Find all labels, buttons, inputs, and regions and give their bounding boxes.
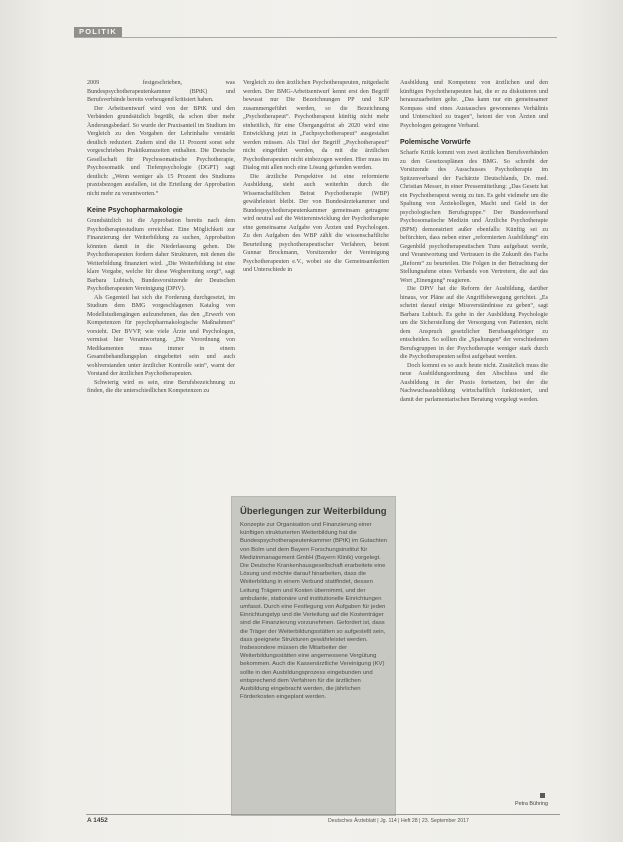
page-number: A 1452 — [87, 817, 108, 824]
col3-paragraph-4: Doch kommt es so auch heute nicht. Zusätzlich muss die neue Ausbildungsordnung den Abschluss und die Ausbildung in der Praxis fortsetzen, bei der die Nachwuchsausbildung wirtschaftlich funktioniert, und damit der parlamentarischen Beratung vorgelegt werden. — [400, 362, 548, 403]
author-byline: Petra Bühring — [515, 801, 548, 807]
col3-paragraph-1: Ausbildung und Kompetenz von ärztlichen und den künftigen Psychotherapeuten hat, die er zu diskutieren und herauszuarbeiten gelte. „Das kann nur ein gemeinsamer Kompass sind eines Austausches gewonnenes Verhältnis und Unterschied zu tragen“, betont der von Ärzten und Psychologen getragene Verband. — [400, 80, 548, 129]
section-rubric: POLITIK — [74, 27, 122, 37]
journal-citation: Deutsches Ärzteblatt | Jg. 114 | Heft 28 | 23. September 2017 — [328, 818, 469, 824]
col1-paragraph-2: Der Arbeitsentwurf wird von der BPtK und den Verbänden grundsätzlich begrüßt, da schon über mehr Änderungsbedarf. So wurde der Praxisanteil im Studium im Vergleich zu den Vorgaben der Lehrinhalte verstärkt deutlich reduziert. Zudem sind die 11 Prozent sonst sehr vorgeschrieben Praktikumszeiten enthalten. Die Deutsche Gesellschaft für Psychosomatische Psychotherapie, Psychosomatik und Tiefenpsychologie (DGPT) sagt deutlich: „Wenn weniger als 15 Prozent des Studiums praxisbezogen ausfallen, ist die Erteilung der Approbation nicht mehr zu verantworten.“ — [87, 105, 235, 197]
col1-paragraph-3: Grundsätzlich ist die Approbation bereits nach dem Psychotherapiestudium erreichbar. Eine Möglichkeit zur Finanzierung der Weiterbildung zu suchen, Approbation könnten damit in die Niederlassung gehen. Die Psychotherapeuten fordern daher Strukturen, mit denen die Weiterbildung finanziert wird. „Die Weiterbildung ist eine klare Vorgabe, welche für diese Wegbereitung sorgt“, sagt Barbara Lubisch, Bundesvorsitzende der Deutschen Psychotherapeuten Vereinigung (DPtV). — [87, 218, 235, 292]
column-1 — [87, 79, 235, 396]
col3-paragraph-3: Die DPtV hat die Reform der Ausbildung, darüber hinaus, vor Pläne auf die Angriffsbewegung gerichtet. „Es scheint darauf einige Missverständnisse zu geben“, sagt Barbara Lubisch. Es gehe in der Ausbildung Psychologie um die Sicherstellung der Versorgung von Patienten, nicht dem Anspruch gesetzlicher Berufsangehöriger zu entscheiden. So sollten die „Spaltungen“ der verschiedenen Berufsgruppen in der Psychotherapie weniger stark durch die Psychotherapeuten selbst aufgebaut werden. — [400, 286, 548, 360]
footer-rule — [86, 814, 560, 815]
col2-paragraph-1: Vergleich zu den ärztlichen Psychotherapeuten, mitgedacht werden. Der BMG-Arbeitsentwurf kennt erst den Begriff bewusst nur Die Bezeichnungen PP und KJP zusammengeführt werden, so die Bezeichnung „Psychotherapeut“. Psychotherapeut künftig nicht mehr einheitlich, für eine Übergangsfrist ab 2020 wird eine Entwicklung jetzt in „Fachpsychotherapeut“ ausgestaltet werden müssen. Als Titel der Begriff „Psychotherapeut“ nicht eingeführt werden, da mit die ärztlichen Psychotherapeuten nicht einbezogen werden. Hier muss im Dialog mit allen noch eine Lösung gefunden werden. — [243, 80, 389, 171]
end-mark-square — [540, 793, 545, 798]
col1-paragraph-4: Als Gegenteil hat sich die Forderung durchgesetzt, im Studium dem BMG vorgeschlagenen Katalog von Modellstudiengängen aufzunehmen, das den „Erwerb von Kompetenzen für psychopharmakologische Maßnahmen“ vorsieht. Der BVVP, wie viele Ärzte und Psychologen, vermisst hier Verantwortung. „Die Verordnung von Medikamenten muss immer in einem Gesamtbehandlungsplan eingebettet sein und auch wohlverstanden unter ärztlicher Kontrolle sein“, warnt der Vorstand der ärztlichen Psychotherapeuten. — [87, 294, 235, 377]
col1-paragraph-5: Schwierig wird es sein, eine Berufsbezeichnung zu finden, die die unterschiedlichen Kompetenzen zu — [87, 379, 235, 394]
col1-paragraph-1: 2009 festgeschrieben, was Bundespsychotherapeutenkammer (BPtK) und Berufsverbände bereits vorbeugend kritisiert haben. — [87, 80, 235, 103]
sidebar-box-weiterbildung — [231, 496, 396, 816]
subheading-psychopharmakologie: Keine Psychopharmakologie — [87, 207, 183, 214]
subheading-vorwuerfe: Polemische Vorwürfe — [400, 139, 471, 146]
col3-paragraph-2: Scharfe Kritik kommt von zwei ärztlichen Berufsverbänden zu den Gesetzesplänen des BMG. So schreibt der Vorsitzende des Ausschusses Psychotherapie im Spitzenverband der Fachärzte Deutschlands, Dr. med. Christian Messer, in einer Pressemitteilung: „Das Gesetz hat ein Psychotherapeut wenig zu tun. Es geht vielmehr um die Spaltung von Ärztekollegen, Macht und Geld in der psychologischen Berufsgruppe.“ Der Bundesverband Psychosomatische Medizin und Ärztliche Psychotherapie (BPM) demonstriert außer ebenfalls: Künftig sei zu befürchten, dass neben einer „reformierten Ausbildung“ ein Gegenbild psychotherapeutischen Tuns aufgebaut werde, und Verantwortung und Vertrauen in die Zukunft des Fachs „Reform“ zu beurteilen. Die Folgen in der Betrachtung der Stellungnahme eines Verbands von Vertretern, die auf das Wort „Einengung“ reagieren. — [400, 150, 548, 284]
column-2 — [243, 79, 389, 275]
box-title: Überlegungen zur Weiterbildung — [240, 506, 387, 517]
box-text: Konzepte zur Organisation und Finanzierung einer künftigen strukturierten Weiterbildung hat die Bundespsychotherapeutenkammer (BPtK) im Gutachten von Bolm und dem Bayern Forschungsinstitut für Medizinmanagement GmbH (Bayern Klinik) vorgelegt. Die Deutsche Krankenhausgesellschaft erarbeitete eine Lösung und möchte darauf hinarbeiten, dass die Weiterbildung in einem Verbund stattfindet, dessen Leitung Trägern und Kosten übernimmt, und der ambulante, stationäre und institutionelle Einrichtungen umfasst. Durch eine Festlegung von Aufgaben für jeden Einrichtungstyp und die Verteilung auf die Kostenträger sind die Finanzierung vorzunehmen. Gefordert ist, dass die Träger der Weiterbildungsstätten so aufgestellt sein, dass geeignete Strukturen gewährleistet werden. Insbesondere müssen die Mitarbeiter der Weiterbildungsstätten eine angemessene Vergütung bekommen. Auch die Kassenärztliche Vereinigung (KV) sollte in den Ausbildungsprozess eingebunden und entsprechend dem Verfahren für die ärztlichen Ausbildung eingebracht werden, die jährlichen Förderkosten eingeplant werden. — [240, 522, 388, 701]
col2-paragraph-2: Die ärztliche Perspektive ist eine reformierte Ausbildung, sieht auch weiterhin durch die Wissenschaftlichen Beirat Psychotherapie (WBP) gewährleistet bleibt. Der von Bundesärztekammer und Bundespsychotherapeutenkammer gemeinsam getragene wird neutral auf die Weiterentwicklung der Psychotherapie eine gemeinsame Aufgabe von Ärzten und Psychologen. Zu den Aufgaben des WBP zählt die wissenschaftliche Beurteilung psychotherapeutischer Verfahren, betont Gunnar Brockmann, Vorsitzender der Vereinigung Psychotherapeuten e.V., wobei sie die Gemeinsamkeiten und Unterschiede in — [243, 173, 389, 273]
rubric-rule — [74, 37, 557, 38]
column-3 — [400, 79, 548, 404]
